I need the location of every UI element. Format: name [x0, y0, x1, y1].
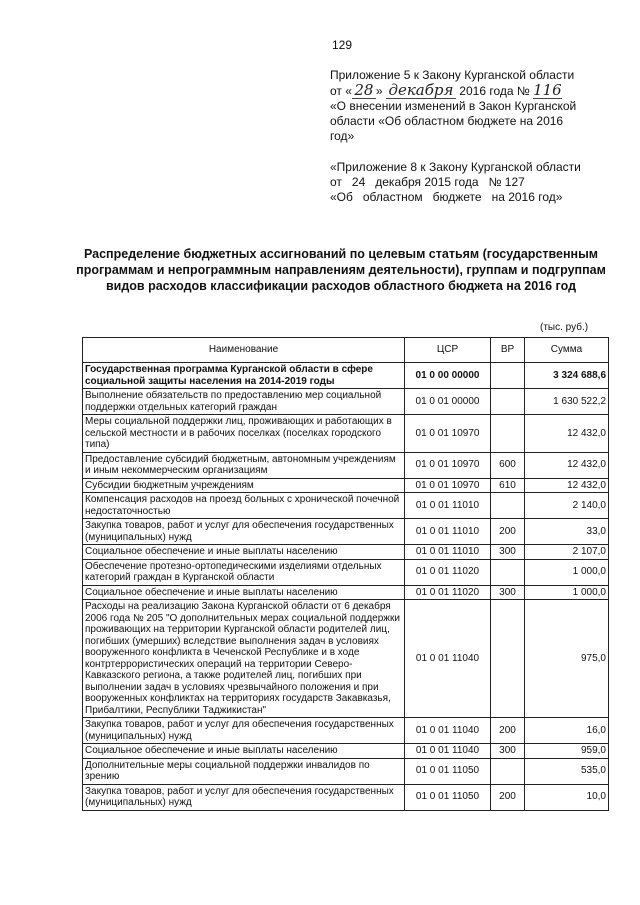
appendix-original-line3: «Об областном бюджете на 2016 год» — [330, 190, 563, 204]
row-name: Дополнительные меры социальной поддержки инвалидов по зрению — [83, 758, 405, 784]
row-name: Социальное обеспечение и иные выплаты населению — [83, 585, 405, 600]
row-csr: 01 0 01 11040 — [405, 744, 491, 759]
row-name: Компенсация расходов на проезд больных с хронической почечной недостаточностью — [83, 493, 405, 519]
row-sum: 33,0 — [525, 519, 609, 545]
handwritten-month: декабря — [386, 83, 456, 99]
row-sum: 959,0 — [525, 744, 609, 759]
table-row — [83, 600, 609, 718]
page-number: 129 — [332, 38, 353, 52]
row-csr: 01 0 01 11010 — [405, 519, 491, 545]
appendix-original-line1: «Приложение 8 к Закону Курганской области — [330, 160, 581, 174]
row-vr: 300 — [491, 545, 525, 560]
row-sum: 2 140,0 — [525, 493, 609, 519]
document-title: Распределение бюджетных ассигнований по целевым статьям (государственным программам и непрограммным направлениям деятельности), группам и подгруппам видов расходов классификации расходов областного бюджета на 2016 год — [76, 247, 606, 293]
appendix-amendment-line4: области «Об областном бюджете на 2016 — [330, 114, 564, 128]
appendix-amendment-line1: Приложение 5 к Закону Курганской области — [330, 68, 575, 82]
appendix-amendment-line5: год» — [330, 129, 355, 143]
row-csr: 01 0 01 10970 — [405, 478, 491, 493]
row-vr — [491, 415, 525, 453]
row-sum: 10,0 — [525, 784, 609, 810]
row-name: Субсидии бюджетным учреждениям — [83, 478, 405, 493]
header-sum: Сумма — [525, 338, 609, 363]
row-vr — [491, 389, 525, 415]
row-csr: 01 0 01 11020 — [405, 585, 491, 600]
row-vr — [491, 600, 525, 718]
row-vr: 600 — [491, 452, 525, 478]
row-name: Социальное обеспечение и иные выплаты населению — [83, 545, 405, 560]
table-row — [83, 744, 609, 759]
row-name: Государственная программа Курганской области в сфере социальной защиты населения на 2014-2019 годы — [83, 363, 405, 389]
row-vr: 300 — [491, 585, 525, 600]
table-row — [83, 784, 609, 810]
row-csr: 01 0 01 11050 — [405, 758, 491, 784]
appendix-amendment-date-line — [330, 83, 600, 99]
table-row — [83, 758, 609, 784]
row-name: Закупка товаров, работ и услуг для обеспечения государственных (муниципальных) нужд — [83, 784, 405, 810]
handwritten-day: 28 — [352, 83, 376, 99]
row-vr — [491, 363, 525, 389]
table-row — [83, 585, 609, 600]
row-sum: 12 432,0 — [525, 415, 609, 453]
table-row — [83, 493, 609, 519]
row-csr: 01 0 01 11010 — [405, 493, 491, 519]
row-sum: 12 432,0 — [525, 478, 609, 493]
row-csr: 01 0 01 11020 — [405, 559, 491, 585]
row-sum: 975,0 — [525, 600, 609, 718]
row-sum: 3 324 688,6 — [525, 363, 609, 389]
table-row — [83, 478, 609, 493]
row-csr: 01 0 01 10970 — [405, 415, 491, 453]
table-row — [83, 519, 609, 545]
row-vr: 200 — [491, 784, 525, 810]
appendix-original-line2: от 24 декабря 2015 года № 127 — [330, 175, 525, 189]
row-vr: 300 — [491, 744, 525, 759]
row-vr — [491, 758, 525, 784]
row-csr: 01 0 01 00000 — [405, 389, 491, 415]
row-name: Обеспечение протезно-ортопедическими изделиями отдельных категорий граждан в Курганской области — [83, 559, 405, 585]
row-sum: 1 630 522,2 — [525, 389, 609, 415]
row-vr: 610 — [491, 478, 525, 493]
row-csr: 01 0 01 11040 — [405, 718, 491, 744]
header-vr: ВР — [491, 338, 525, 363]
table-row — [83, 545, 609, 560]
appendix-amendment-line3: «О внесении изменений в Закон Курганской — [330, 99, 577, 113]
row-sum: 2 107,0 — [525, 545, 609, 560]
date-prefix: от « — [330, 84, 352, 98]
row-vr — [491, 493, 525, 519]
row-name: Закупка товаров, работ и услуг для обеспечения государственных (муниципальных) нужд — [83, 718, 405, 744]
table-row — [83, 389, 609, 415]
row-vr: 200 — [491, 519, 525, 545]
table-header-row — [83, 338, 609, 363]
date-day-suffix: » — [375, 84, 383, 98]
row-csr: 01 0 01 11040 — [405, 600, 491, 718]
row-sum: 1 000,0 — [525, 559, 609, 585]
row-vr: 200 — [491, 718, 525, 744]
table-row — [83, 415, 609, 453]
row-name: Социальное обеспечение и иные выплаты населению — [83, 744, 405, 759]
header-name: Наименование — [83, 338, 405, 363]
row-name: Закупка товаров, работ и услуг для обеспечения государственных (муниципальных) нужд — [83, 519, 405, 545]
row-name: Выполнение обязательств по предоставлению мер социальной поддержки отдельных категорий граждан — [83, 389, 405, 415]
units-label: (тыс. руб.) — [540, 322, 589, 333]
table-row — [83, 718, 609, 744]
budget-table — [82, 337, 609, 811]
row-vr — [491, 559, 525, 585]
date-year-prefix: 2016 года № — [459, 84, 530, 98]
appendix-original — [330, 160, 600, 205]
row-name: Расходы на реализацию Закона Курганской области от 6 декабря 2006 года № 205 "О дополнительных мерах социальной поддержки проживающих на территории Курганской области родителей лиц, погибших (умерших) вследствие выполнения задач в условиях вооруженного конфликта в Чеченской Республике и в ходе контртеррористических операций на территории Северо-Кавказского региона, а также родителей лиц, погибших при выполнении задач в условиях чрезвычайного положения и при вооруженных конфликтах на территориях государств Закавказья, Прибалтики, Республики Таджикистан" — [83, 600, 405, 718]
row-sum: 16,0 — [525, 718, 609, 744]
row-csr: 01 0 01 11010 — [405, 545, 491, 560]
table-row — [83, 363, 609, 389]
row-csr: 01 0 01 11050 — [405, 784, 491, 810]
row-csr: 01 0 01 10970 — [405, 452, 491, 478]
handwritten-law-number: 116 — [533, 81, 562, 99]
row-name: Предоставление субсидий бюджетным, автономным учреждениям и иным некоммерческим организациям — [83, 452, 405, 478]
row-sum: 1 000,0 — [525, 585, 609, 600]
row-sum: 12 432,0 — [525, 452, 609, 478]
row-sum: 535,0 — [525, 758, 609, 784]
row-name: Меры социальной поддержки лиц, проживающих и работающих в сельской местности и в рабочих поселках (поселках городского типа) — [83, 415, 405, 453]
table-row — [83, 559, 609, 585]
header-csr: ЦСР — [405, 338, 491, 363]
row-csr: 01 0 00 00000 — [405, 363, 491, 389]
table-row — [83, 452, 609, 478]
appendix-amendment — [330, 68, 600, 144]
